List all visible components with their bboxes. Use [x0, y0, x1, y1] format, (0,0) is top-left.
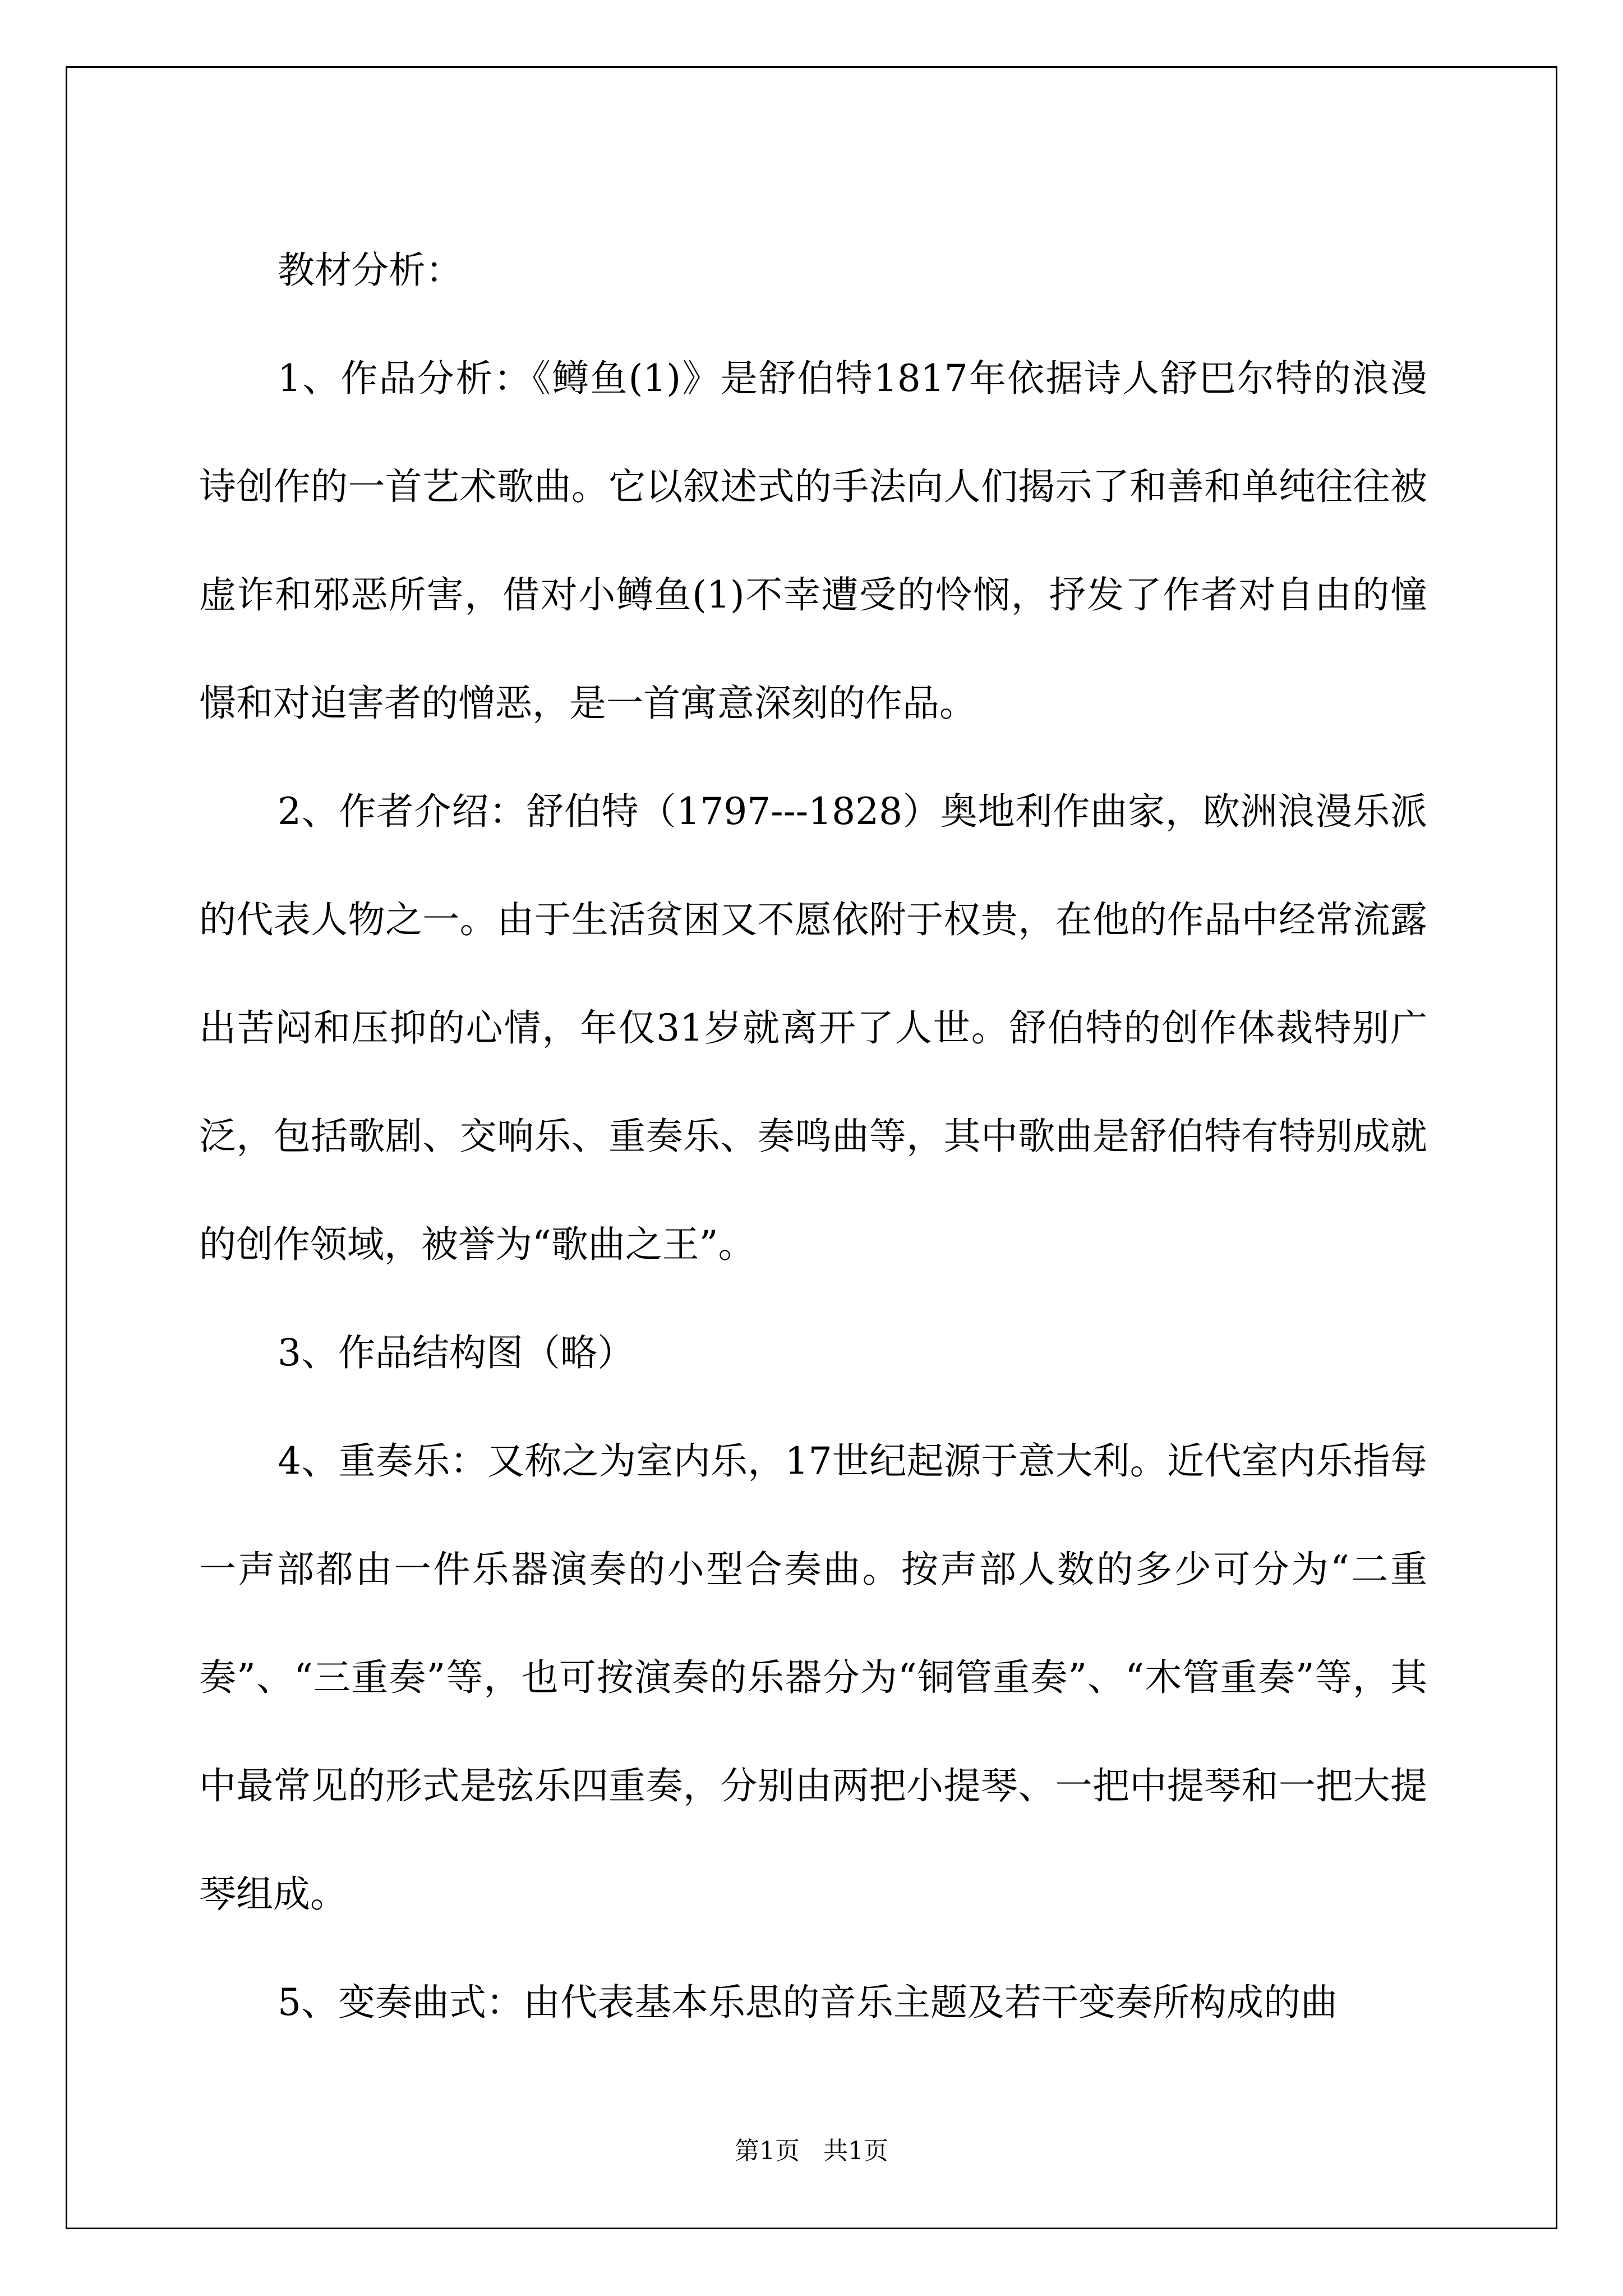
- paragraph-structure-diagram: 3、作品结构图（略）: [278, 1331, 634, 1374]
- document-body: [199, 216, 1427, 2056]
- paragraph-author-intro: 2、作者介绍：舒伯特（1797---1828）奥地利作曲家，欧洲浪漫乐派的代表人物之一。由于生活贫困又不愿依附于权贵，在他的作品中经常流露出苦闷和压抑的心情，年仅31岁就离开了人世。舒伯特的创作体裁特别广泛，包括歌剧、交响乐、重奏乐、奏鸣曲等，其中歌曲是舒伯特有特别成就的创作领域，被誉为“歌曲之王”。: [199, 790, 1427, 1266]
- paragraph-work-analysis: 1、作品分析：《鳟鱼(1)》是舒伯特1817年依据诗人舒巴尔特的浪漫诗创作的一首艺术歌曲。它以叙述式的手法向人们揭示了和善和单纯往往被虚诈和邪恶所害，借对小鳟鱼(1)不幸遭受的怜悯，抒发了作者对自由的憧憬和对迫害者的憎恶，是一首寓意深刻的作品。: [199, 357, 1427, 725]
- paragraph-chamber-music: 4、重奏乐：又称之为室内乐，17世纪起源于意大利。近代室内乐指每一声部都由一件乐器演奏的小型合奏曲。按声部人数的多少可分为“二重奏”、“三重奏”等，也可按演奏的乐器分为“铜管重奏”、“木管重奏”等，其中最常见的形式是弦乐四重奏，分别由两把小提琴、一把中提琴和一把大提琴组成。: [199, 1439, 1427, 1916]
- paragraph-variation-form: 5、变奏曲式：由代表基本乐思的音乐主题及若干变奏所构成的曲: [278, 1981, 1338, 2024]
- section-heading: 教材分析：: [278, 249, 463, 292]
- page-number: 第1页 共1页: [735, 2137, 888, 2165]
